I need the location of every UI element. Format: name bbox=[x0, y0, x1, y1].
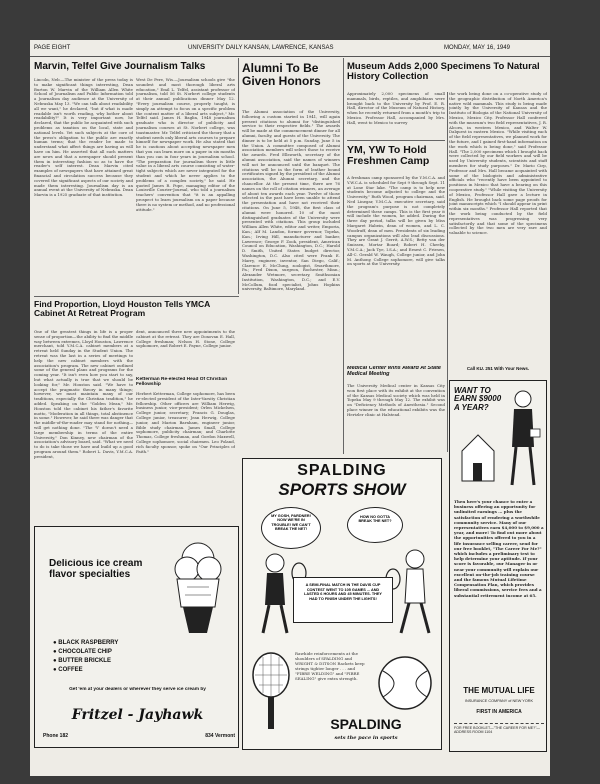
paper-title: UNIVERSITY DAILY KANSAN, LAWRENCE, KANSAS bbox=[188, 45, 334, 51]
headline-alumni: Alumni To Be Given Honors bbox=[242, 62, 321, 88]
headline-ymca: Find Proportion, Lloyd Houston Tells YMCA Cabinet At Retreat Program bbox=[34, 300, 210, 318]
mutual-first-in-america: FIRST IN AMERICA bbox=[476, 709, 522, 715]
davis-cup-burst: A SEMI-FINAL MATCH IN THE DAVIS CUP CONTEST WENT TO 105 GAMES ... AND LASTED 6 HOURS AND 45 MINUTES. THEY HAD TO FINISH UNDER THE LIGHTS! bbox=[293, 577, 393, 623]
issue-date: MONDAY, MAY 16, 1949 bbox=[444, 45, 510, 51]
flavor-item: ● CHOCOLATE CHIP bbox=[53, 649, 112, 655]
masthead bbox=[30, 40, 550, 57]
fritzel-jayhawk-logo: Fritzel - Jayhawk bbox=[71, 707, 204, 723]
story-ymca-col2: dent, announced three new appointments to the cabinet at the retreat. They are Donovan E. Hall, College freshman; Nelson H. Stone, College sophomore, and Robert E. Payne, College junior. bbox=[136, 330, 235, 349]
icecream-headline: Delicious ice cream flavor specialties bbox=[49, 559, 143, 580]
sports-show-title: SPORTS SHOW bbox=[278, 481, 406, 499]
flavor-item: ● BUTTER BRICKLE bbox=[53, 658, 111, 664]
page-number: PAGE EIGHT bbox=[34, 45, 71, 51]
tennis-racket-icon bbox=[249, 651, 293, 731]
story-medical: The University Medical center in Kansas City won first place with its exhibit at the convention of the Kansas Medical society which was held in Topeka May 9 through May 12. The exhibit was on "Deficiency Methods of Anesthesia." Second place winner in the educational exhibits was the Hertzler clinic at Halstead. bbox=[347, 384, 445, 417]
news-tip: Call KU. 251 With Your News. bbox=[466, 366, 530, 371]
spalding-logo: SPALDING bbox=[330, 717, 402, 732]
spalding-ad bbox=[242, 458, 442, 750]
house-icon bbox=[458, 425, 498, 485]
story-ym-yw: A freshman camp sponsored by the Y.M.C.A. and Y.W.C.A. is scheduled for Sept 9 through Sept. 11 at Lone Star lake. "The camp is to help new students become adjusted to college and the University," Ruth Wood, program chairman, said. Ned Linegar, Y.M.C.A. executive secretary, said the program's purpose is not completely determined these camps. This is the first year it will include the women, he added. During the three day period, talks will be given by Miss Margaret Habein, dean of women, and L. C. Woodruff, dean of men. Presidents of six leading campus organizations will also lead discussions. They are Grant J. Gerrit, A.W.S.; Betty van der Smissen, Mortar Board; Robert H. Cheeky, Y.M.C.A.; Jack Tye, I.S.A.; and Ernest C. Friesen, All-C. Gerald W. Waugh, College junior, and John M. Anthony, College sophomore, will give talks on sports at the University. bbox=[347, 176, 445, 267]
mutual-body: Then here's your chance to enter a business offering an opportunity for unlimited earnings ... plus the satisfaction of rendering a worthwhile community service. Many of our representatives earn $4,000 to $9,000 a year, and more! To find out more about the opportunities offered to you in a life insurance selling career, send for our free booklet, "The Career For Me?" which includes a preliminary test to help determine your aptitude. If your score is favorable, our Manager in or near your community will explain our excellent on-the-job training course and the famous Mutual Lifetime Compensation Plan, which provides liberal commissions, service fees and a substantial retirement income at 65. bbox=[454, 499, 544, 598]
speech-bubble-left: MY GOSH, PARDNER! NOW WE'RE IN TROUBLE! WE CAN'T BREAK THE NET! bbox=[261, 507, 321, 549]
mutual-company-sub: INSURANCE COMPANY of NEW YORK bbox=[464, 699, 534, 703]
icecream-address: 834 Vermont bbox=[205, 733, 235, 739]
column-rule bbox=[238, 58, 239, 294]
headline-medical: Medical Center Wins Award At State Medical Meeting bbox=[347, 366, 441, 377]
ice-cream-illustration bbox=[163, 537, 233, 642]
icecream-phone: Phone 182 bbox=[43, 733, 69, 739]
salesman-illustration bbox=[502, 385, 544, 495]
speech-bubble-right: HOW NO GOTTA BREAK THE NET? bbox=[347, 507, 403, 543]
newspaper-page bbox=[30, 40, 550, 776]
spalding-copy: Rawhide reinforcements at the shoulders of SPALDING and WRIGHT & DITSON Rackets keep strings tighter longer . . . and "FIBRE WELDING" and "FIBRE SEALING" give extra strength. bbox=[295, 651, 365, 681]
spalding-tagline: sets the pace in sports bbox=[334, 735, 398, 741]
section-rule bbox=[347, 140, 445, 141]
story-museum-col2: the work being done on a co-operative study of the geographic distribution of North America's native wild mammals. This study is being made jointly by the University of Kansas and the Instituto of Biologia of the National University of Mexico, Mexico City. Professor Hall conferred with the museum's two field representatives, J. R. Alcorn, in western Mexico, and Walter W. Dalquest in eastern Mexico. "While visiting each of the field representatives, we planned work for the future, and I gained first-hand information on the work which is being done," said Professor Hall. "The 2,000 specimens which I brought back were collected by our field workers and will be used by University students, scientists and staff members for study purposes." Dr. Mario Cirp, Professor and Mrs. Hall became acquainted with some of the biologists and administrative officials who "recently have been appointed to positions in Mexico that have a bearing on this cooperative study." "While visiting the University of Mexico, Professor Hall gave a lecture in English. He brought back some page proofs for joint manuscripts which "I should appear in print within six months." Professor Hall reported that the work being conducted by the field representatives was progressing very satisfactorily and that some of the specimens collected by the two men are very rare and valuable to science. bbox=[449, 92, 547, 236]
tennis-ball-icon bbox=[373, 649, 437, 719]
story-ketterman: Herbert Ketterman, College sophomore, has been re-elected president of the Inter-Varsity Christian fellowship. Other officers are William Herwig, business junior, vice-president; Orlen Mickelsen, College junior, secretary; Francis G. Douglas, College junior, treasurer; Jean Herwig, College junior, and Marion Barnham, engineer junior, Bible study chairman. James Small, College sophomore, publicity chairman; and Charlotte Thomas, College freshman, and Gordon Maxwell, College sophomore, social chairmen. Leo Poland, rich faculty sponsor, spoke on "Our Principles of Faith." bbox=[136, 392, 235, 454]
flavor-item: ● BLACK RASPBERRY bbox=[53, 640, 119, 646]
story-marvin-col1: Lincoln, Neb.—The minister of the press today is to make significant things interesting, Dean Burton W. Marvin of the William Allen White School of Journalism and Public Information told a Journalism day audience at the University of Nebraska May 13. "We can talk about readability all we want," he declared, "but if what is made readable isn't worth reading, why bother about readability?" It is very important now, he declared, that the public be acquainted with such problems as taxation on the local, state and national levels. Yet such subjects at the core of the press's obligation to the public are exactly human terms; that the reader be made to understand what affect things are having as will have on him. He asserted that all such matters are news and that a newspaper should present them in interesting fashion so as to have the reader's self interest. Dean Marvin cited examples of newspapers that have attained great financial and circulation success because they covered the significant aspects of our society and made them interesting. Journalism day is an annual event at the University of Nebraska. Dean Marvin is a 1925 graduate of that institution. bbox=[34, 78, 133, 198]
headline-ketterman: Ketterman Re-elected Head Of Christian Fellowship bbox=[136, 377, 228, 388]
mutual-company: THE MUTUAL LIFE bbox=[463, 687, 535, 695]
icecream-ad bbox=[34, 526, 239, 748]
headline-museum: Museum Adds 2,000 Specimens To Natural History Collection bbox=[347, 62, 540, 82]
story-museum-col1: Approximately 2,000 specimens of small mammals, birds, reptiles, and amphibians were brought back to the University by Prof. E. R. Hall, director of the Museum of Natural History, when he recently returned from a month's trip to Mexico. Professor Hall, accompanied by Mrs. Hall, went to Mexico to survey bbox=[347, 92, 445, 125]
story-marvin-col2: West De Pere, Wis.—Journalism schools give "the soundest and most thorough liberal arts education," Emil L. Telfel, assistant professor of journalism, told 56 St. Norbert college students at their annual publications dinner May 12. "Every journalism course, properly taught, is simply an attempt to focus on a specific problem the content matter of a liberal arts subject," Mr. Telfel said. James H. Baglin, 1948 journalism graduate who is director of publicity and journalism courses at St. Norbert college, was toastmaster. Mr. Telfel criticized the theory that a student needs only liberal arts courses to prepare himself for newspaper work. He also stated that he is cautious about accepting newspaper men that you can learn more on a paper in six months than you can in four years in journalism school. "The preparation for journalism there is little value in a liberal arts course consisting of water-tight subjects which are never integrated for the student and which he never applies to the problems of a complex society," he said. He quoted James R. Pope, managing editor of the Louisville Courier-Journal, who told a journalism teachers' convention that "it is an appalling prospect to learn journalism on a paper because there is no system or method, and no professional attitude." bbox=[136, 78, 235, 212]
headline-marvin: Marvin, Telfel Give Journalism Talks bbox=[34, 62, 206, 72]
headline-ym-yw: YM, YW To Hold Freshmen Camp bbox=[347, 145, 430, 168]
section-rule bbox=[34, 296, 239, 297]
icecream-tagline: Get 'em at your dealers or wherever they serve ice cream by bbox=[69, 687, 206, 692]
spalding-title: SPALDING bbox=[297, 463, 387, 479]
flavor-item: ● COFFEE bbox=[53, 667, 83, 673]
flavor-list bbox=[53, 639, 163, 681]
mutual-coupon[interactable]: FOR FREE BOOKLET—"THE CAREER FOR ME?"—ADDRESS ROOM 1104 bbox=[454, 723, 544, 747]
column-rule bbox=[343, 58, 344, 454]
story-ymca-col1: One of the greatest things in life is a proper sense of proportion—the ability to find the middle way between extremes, Lloyd Houston, Lawrence merchant, told Y.M.C.A. cabinet members at a retreat held Sunday in the Student Union. The retreat was the last in a series of meetings to help the new cabinet members with the association's program. The new cabinet outlined some of the general plans and programs for the coming year. "It isn't even how you start to say, but what actually is true that we should be looking for," Mr. Houston said. "We have to accept the pragmatic theory in many things; however, we must maintain many of our traditions, especially the Christian tradition," he added. Speaking on the "Golden Mean," Mr. Houston told the cabinet his father's favorite motto, "Moderation in all things, total abstinence in some." However, he said there was danger that the middle-of-the-roader may stand for nothing—will get nothing done. "The 'Y' doesn't need a large membership in terms of the entire University," Don Kinney, new chairman of the association's advisory board, said. "What we need to do is take those we have and build up a good program around them." Robert L. Davis, Y.M.C.A. president, bbox=[34, 330, 133, 459]
column-rule bbox=[447, 92, 448, 452]
mutual-life-ad bbox=[449, 380, 547, 752]
story-alumni: The Alumni association of the University, following a custom started in 1941, will again present citations to alumni for "distinguished service to their respective fields." The awards will be made at the commencement dinner for all alumni, faculty, and guests of the University. The dinner is to be held at 5 p.m. Sunday, June 5 in the Union. A committee composed of Alumni association members will select those to receive the awards. Fred Ellsworth, secretary of the alumni association, said the names of winners will not be announced until the banquet. The citations will be in the form of leather bound certificates signed by the president of the Alumni association, the Alumni secretary, and the chancellor. At the present time, there are 76 names on the roll of citation winners, an average of about ten awards each year. Twelve of those selected in the past have been unable to attend the presentation and have not received their citations. On June 5, 1948, the first class of alumni were honored. 10 of the most distinguished graduates of the University were presented with citations. This group included William Allen White, editor and writer, Emporia, Kan.; Alf M. Landon, former governor, Topeka, Kan.; Irving Hill, manufacturer and banker, Lawrence; George F. Zook, president, American Council on Education, Washington, D.C.; Harold D. Smith, United States budget director, Washington, D.C. Also cited were Frank E. Marry, engineer, inventor, San Diego, Calif.; Clarence E. McClung, zoologist, Swarthmore, Pa.; Fred Dixon, surgeon, Rochester, Minn.; Alexander Wetmore, secretary, Smithsonian Institution, Washington, D.C.; and E.V. McCollum, food specialist, Johns Hopkins university, Baltimore, Maryland. bbox=[242, 110, 340, 292]
mutual-headline: WANT TO EARN $9000 A YEAR? bbox=[454, 387, 502, 412]
